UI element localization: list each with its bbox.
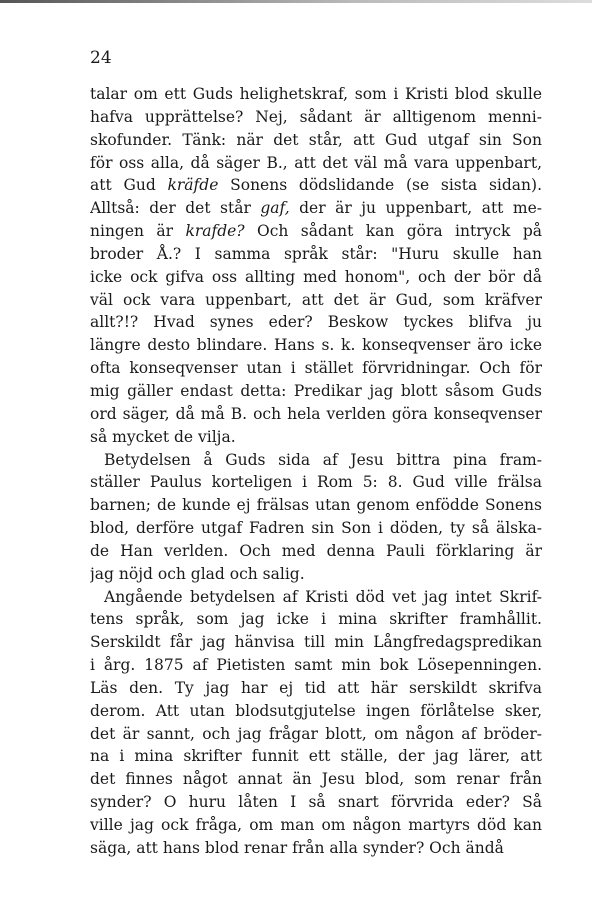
- text-line: de Han verlden. Och med denna Pauli förklaring är: [90, 541, 542, 560]
- text-line: ställer Paulus korteligen i Rom 5: 8. Gud ville frälsa: [90, 473, 542, 492]
- text-line: säga, att hans blod renar från alla synder? Och ändå: [90, 838, 504, 857]
- text-line: det är sannt, och jag frågar blott, om någon af bröder-: [90, 724, 542, 743]
- text-line: så mycket de vilja.: [90, 427, 236, 446]
- text-line: icke ock gifva oss allting med honom", och der bör då: [90, 267, 542, 286]
- text-line: mig gäller endast detta: Predikar jag blott såsom Guds: [90, 381, 542, 400]
- text-line: i årg. 1875 af Pietisten samt min bok Lösepenningen.: [90, 656, 542, 675]
- text-line: broder Å.? I samma språk står: "Huru skulle han: [90, 244, 542, 263]
- body-text: [90, 83, 542, 860]
- text-line: Alltså: der det står gaf, der är ju uppenbart, att me-: [90, 199, 542, 218]
- paragraph: [90, 83, 542, 449]
- text-line: Serskildt får jag hänvisa till min Långfredagspredikan: [90, 633, 542, 652]
- text-line: att Gud kräfde Sonens dödslidande (se sista sidan).: [90, 176, 542, 195]
- emphasized-word: krafde?: [185, 222, 245, 241]
- emphasized-word: kräfde: [167, 176, 219, 195]
- page-number: 24: [90, 48, 112, 68]
- text-line: hafva upprättelse? Nej, sådant är alltigenom menni-: [90, 107, 542, 126]
- page-top-edge: [0, 0, 592, 3]
- text-line: barnen; de kunde ej frälsas utan genom enfödde Sonens: [90, 496, 542, 515]
- text-line: jag nöjd och glad och salig.: [90, 564, 305, 583]
- text-line: ord säger, då må B. och hela verlden göra konseqvenser: [90, 404, 542, 423]
- text-line: ofta konseqvenser utan i stället förvridningar. Och för: [90, 359, 542, 378]
- paragraph: [90, 449, 542, 586]
- text-line: längre desto blindare. Hans s. k. konseqvenser äro icke: [90, 336, 542, 355]
- paragraph: [90, 586, 542, 860]
- text-line: synder? O huru låten I så snart förvrida eder? Så: [90, 793, 542, 812]
- text-line: Angående betydelsen af Kristi död vet jag intet Skrif-: [104, 587, 542, 606]
- text-line: tens språk, som jag icke i mina skrifter framhållit.: [90, 610, 542, 629]
- text-line: allt?!? Hvad synes eder? Beskow tyckes blifva ju: [90, 313, 542, 332]
- text-line: na i mina skrifter funnit ett ställe, der jag lärer, att: [90, 747, 542, 766]
- text-line: derom. Att utan blodsutgjutelse ingen förlåtelse sker,: [90, 701, 542, 720]
- text-line: skofunder. Tänk: när det står, att Gud utgaf sin Son: [90, 130, 542, 149]
- text-line: det finnes något annat än Jesu blod, som renar från: [90, 770, 542, 789]
- text-line: blod, derföre utgaf Fadren sin Son i döden, ty så älska-: [90, 519, 542, 538]
- emphasized-word: gaf,: [260, 199, 290, 218]
- text-line: talar om ett Guds helighetskraf, som i Kristi blod skulle: [90, 85, 542, 103]
- text-line: Betydelsen å Guds sida af Jesu bittra pina fram-: [104, 450, 542, 469]
- text-line: Läs den. Ty jag har ej tid att här serskildt skrifva: [90, 678, 542, 697]
- text-line: ningen är krafde? Och sådant kan göra intryck på: [90, 222, 542, 241]
- text-line: för oss alla, då säger B., att det väl må vara uppenbart,: [90, 153, 542, 172]
- text-line: ville jag ock fråga, om man om någon martyrs död kan: [90, 816, 542, 834]
- text-line: väl ock vara uppenbart, att det är Gud, som kräfver: [90, 290, 542, 309]
